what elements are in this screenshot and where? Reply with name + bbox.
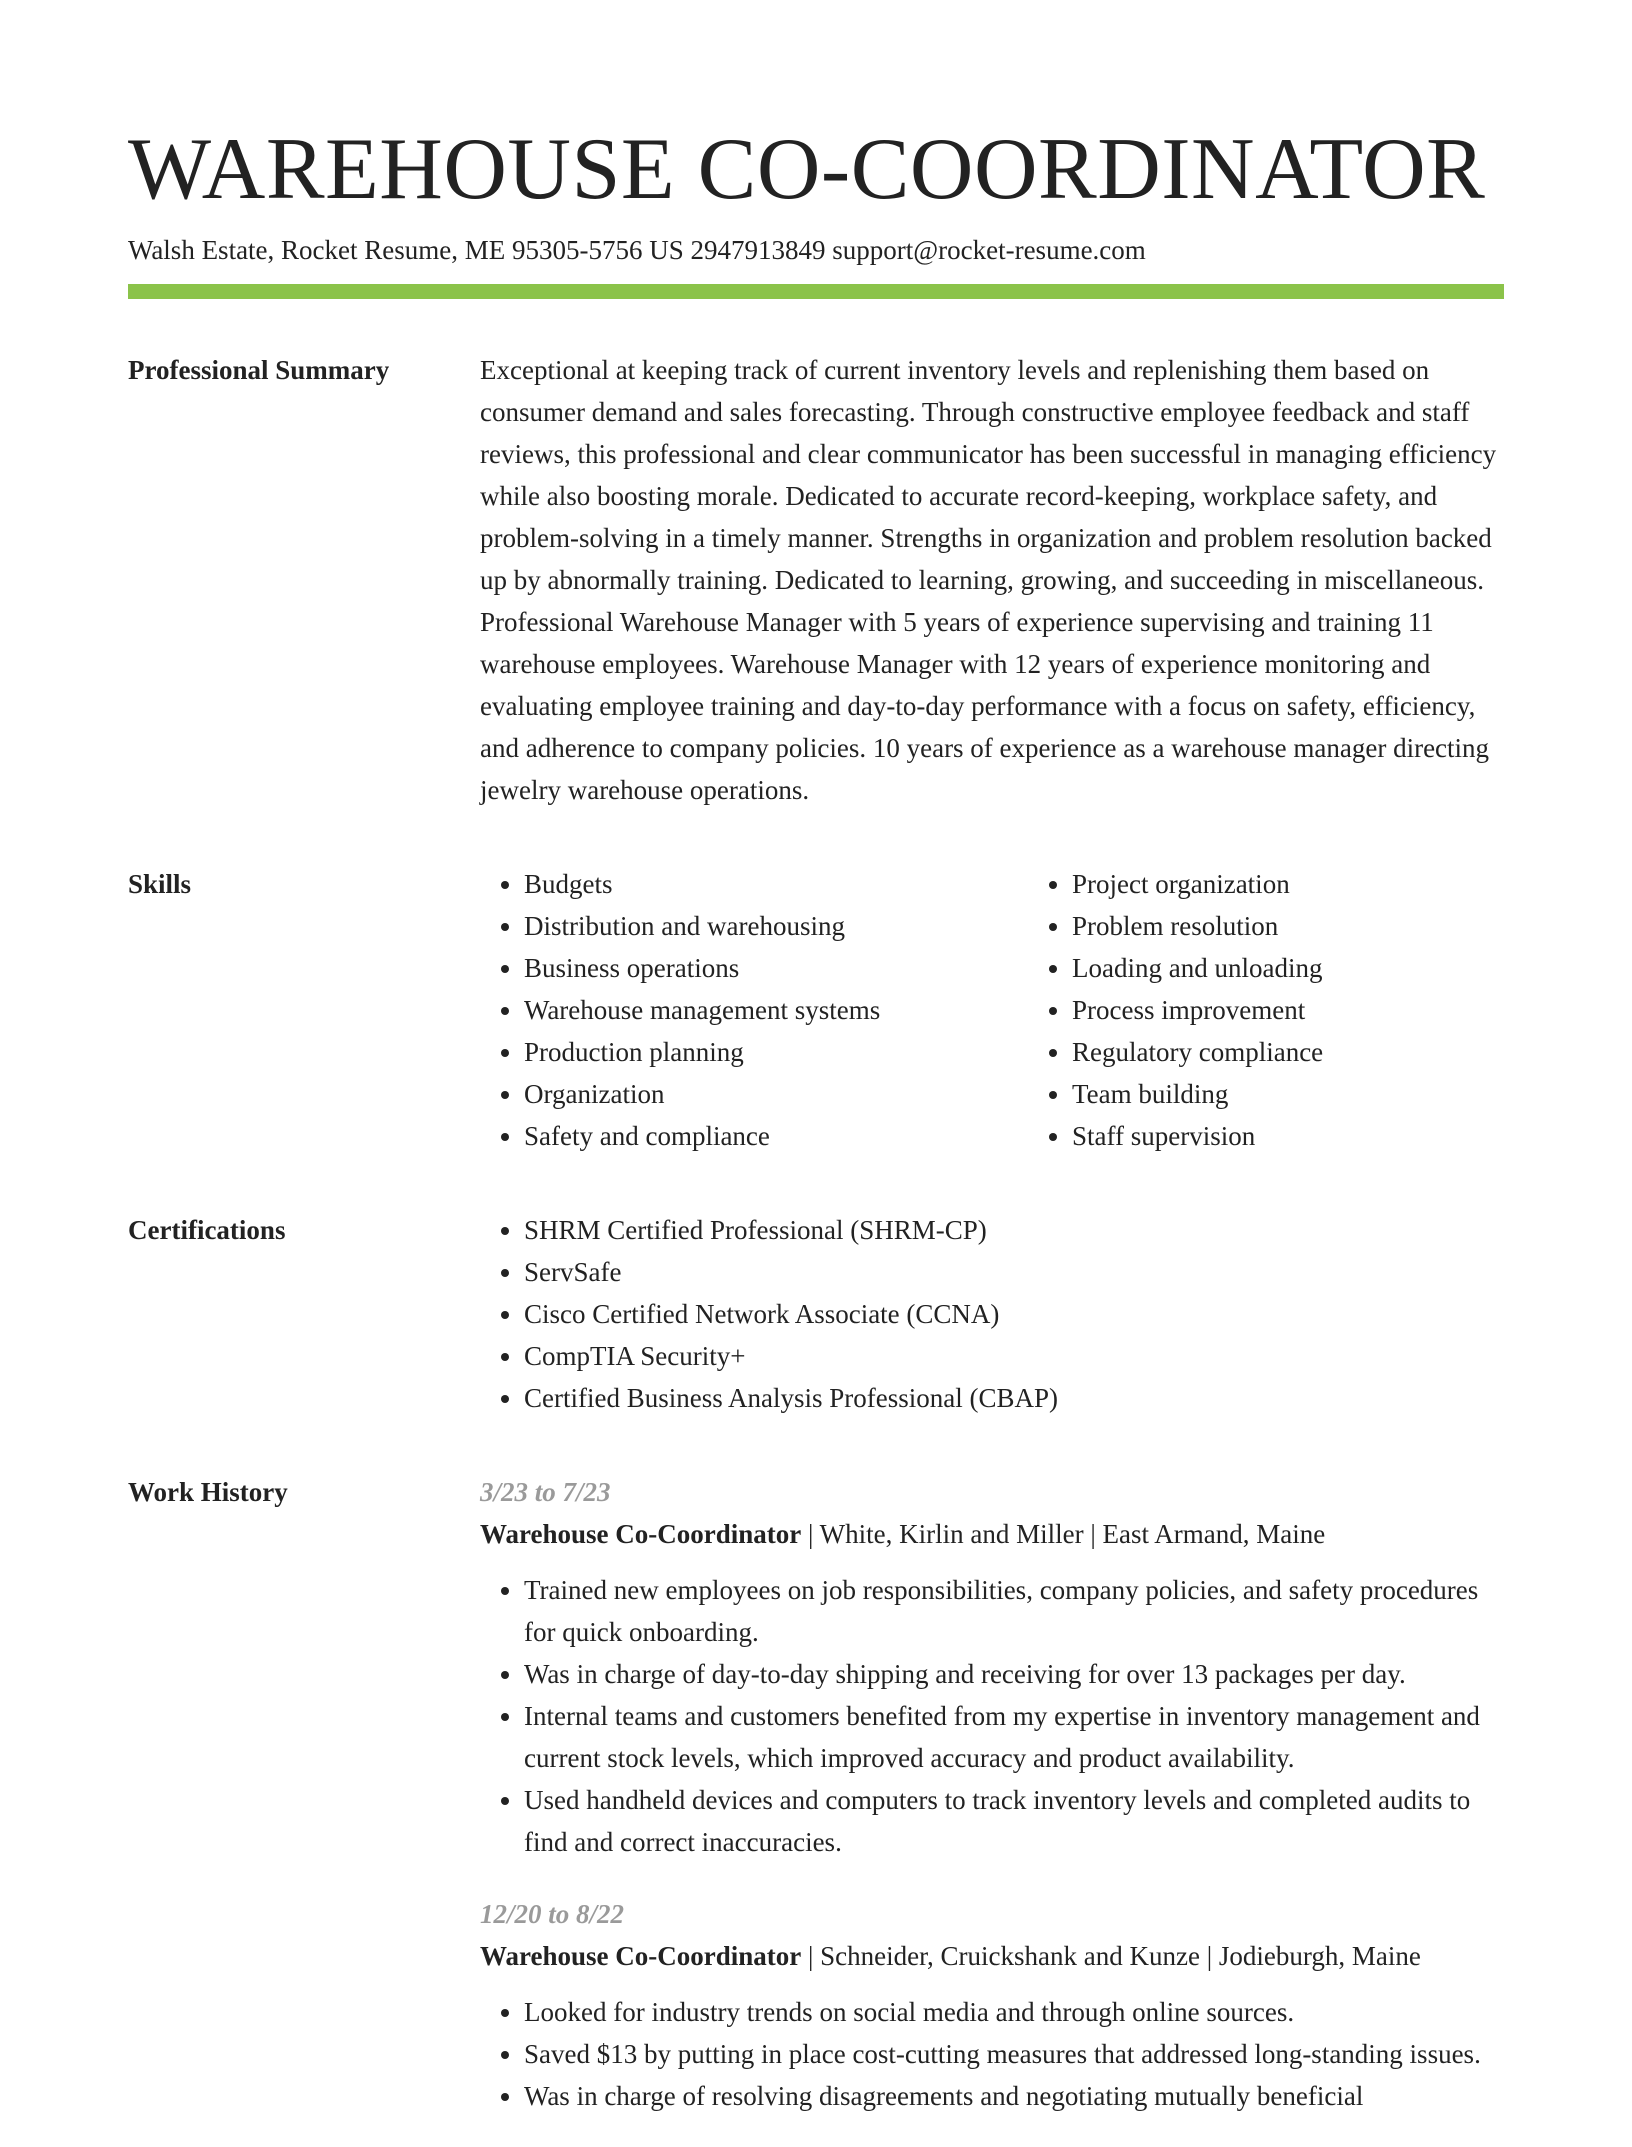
skills-list-left [480, 863, 1028, 1157]
skill-item: • Distribution and warehousing [524, 905, 1028, 947]
job-title: Warehouse Co-Coordinator [480, 1519, 802, 1549]
contact-line [128, 232, 1504, 268]
skill-item: • Organization [524, 1073, 1028, 1115]
job-bullet: • Trained new employees on job responsibilities, company policies, and safety procedures for quick onboarding. [524, 1569, 1504, 1653]
phone: 2947913849 [690, 235, 826, 265]
skill-item: • Project organization [1072, 863, 1576, 905]
job-bullet: • Looked for industry trends on social media and through online sources. [524, 1991, 1504, 2033]
job-entry [480, 1893, 1504, 2117]
job-details: | White, Kirlin and Miller | East Armand, Maine [801, 1519, 1326, 1549]
work-history-heading: Work History [128, 1477, 288, 1507]
certification-item: • SHRM Certified Professional (SHRM-CP) [524, 1209, 1504, 1251]
skill-item: • Staff supervision [1072, 1115, 1576, 1157]
certifications-list [480, 1209, 1504, 1419]
skills-list-right [1028, 863, 1576, 1157]
resume-name: WAREHOUSE CO-COORDINATOR [128, 121, 1486, 218]
job-title: Warehouse Co-Coordinator [480, 1941, 802, 1971]
job-bullet: • Saved $13 by putting in place cost-cutting measures that addressed long-standing issues. [524, 2033, 1504, 2075]
email: support@rocket-resume.com [832, 235, 1146, 265]
skill-item: • Warehouse management systems [524, 989, 1028, 1031]
certification-item: • CompTIA Security+ [524, 1335, 1504, 1377]
certifications-section [128, 1209, 1504, 1419]
skill-item: • Regulatory compliance [1072, 1031, 1576, 1073]
job-heading [480, 1935, 1504, 1977]
header-divider [128, 284, 1504, 299]
job-dates: 3/23 to 7/23 [480, 1477, 611, 1507]
skill-item: • Loading and unloading [1072, 947, 1576, 989]
job-bullet: • Used handheld devices and computers to track inventory levels and completed audits to find and correct inaccuracies. [524, 1779, 1504, 1863]
job-bullet: • Was in charge of resolving disagreements and negotiating mutually beneficial [524, 2075, 1504, 2117]
skill-item: • Business operations [524, 947, 1028, 989]
skill-item: • Production planning [524, 1031, 1028, 1073]
summary-section [128, 349, 1504, 811]
job-entry [480, 1471, 1504, 1863]
summary-text: Exceptional at keeping track of current inventory levels and replenishing them based on consumer demand and sales forecasting. Through constructive employee feedback and staff reviews, this professional and clear communicator has been successful in managing efficiency while also boosting morale. Dedicated to accurate record-keeping, workplace safety, and problem-solving in a timely manner. Strengths in organization and problem resolution backed up by abnormally training. Dedicated to learning, growing, and succeeding in miscellaneous. Professional Warehouse Manager with 5 years of experience supervising and training 11 warehouse employees. Warehouse Manager with 12 years of experience monitoring and evaluating employee training and day-to-day performance with a focus on safety, efficiency, and adherence to company policies. 10 years of experience as a warehouse manager directing jewelry warehouse operations. [480, 355, 1497, 805]
job-details: | Schneider, Cruickshank and Kunze | Jodieburgh, Maine [801, 1941, 1421, 1971]
work-history-section [128, 1471, 1504, 2147]
skills-section [128, 863, 1504, 1157]
skill-item: • Team building [1072, 1073, 1576, 1115]
skill-item: • Process improvement [1072, 989, 1576, 1031]
certification-item: • Cisco Certified Network Associate (CCNA) [524, 1293, 1504, 1335]
certification-item: • ServSafe [524, 1251, 1504, 1293]
skills-heading: Skills [128, 869, 192, 899]
job-dates: 12/20 to 8/22 [480, 1899, 625, 1929]
skill-item: • Problem resolution [1072, 905, 1576, 947]
address: Walsh Estate, Rocket Resume, ME 95305-5756 US [128, 235, 684, 265]
summary-heading: Professional Summary [128, 355, 390, 385]
certifications-heading: Certifications [128, 1215, 286, 1245]
certification-item: • Certified Business Analysis Professional (CBAP) [524, 1377, 1504, 1419]
job-heading [480, 1513, 1504, 1555]
job-bullets [480, 1991, 1504, 2117]
skill-item: • Safety and compliance [524, 1115, 1028, 1157]
job-bullets [480, 1569, 1504, 1863]
skill-item: • Budgets [524, 863, 1028, 905]
job-bullet: • Internal teams and customers benefited from my expertise in inventory management and current stock levels, which improved accuracy and product availability. [524, 1695, 1504, 1779]
job-bullet: • Was in charge of day-to-day shipping and receiving for over 13 packages per day. [524, 1653, 1504, 1695]
